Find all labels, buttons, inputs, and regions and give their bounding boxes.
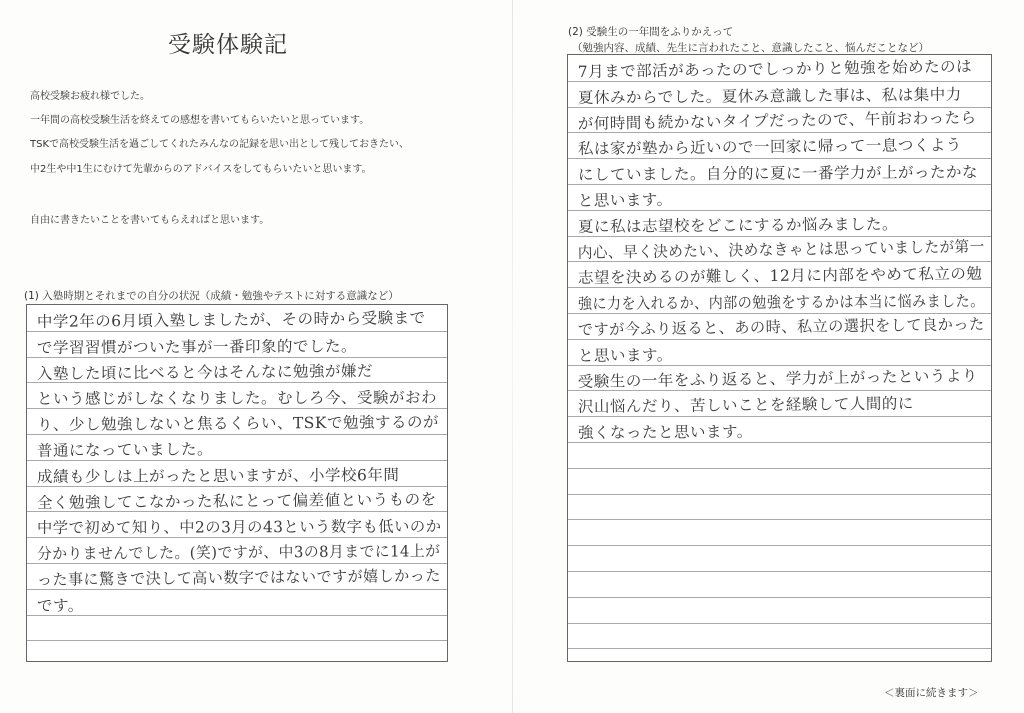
ruled-line — [568, 468, 991, 469]
page-title: 受験体験記 — [168, 32, 288, 58]
handwritten-line: 志望を決めるのが難しく、12月に内部をやめて私立の勉 — [577, 265, 983, 288]
handwritten-line: が何時間も続かないタイプだったので、午前おわったら — [577, 108, 977, 133]
handwritten-line: 7月まで部活があったのでしっかりと勉強を始めたのは — [577, 57, 973, 82]
handwritten-line: 沢山悩んだり、苦しいことを経験して人間的に — [577, 394, 914, 417]
section1-heading: (1) 入塾時期とそれまでの自分の状況（成績・勉強やテストに対する意識など） — [24, 290, 399, 302]
handwritten-line: にしていました。自分的に夏に一番学力が上がったかな — [577, 163, 978, 185]
handwritten-line: と思います。 — [577, 190, 673, 211]
handwritten-line: 強くなったと思います。 — [577, 422, 753, 443]
ruled-line — [568, 648, 991, 649]
handwritten-line: った事に驚きで決して高い数字ではないですが嬉しかった — [36, 566, 441, 590]
handwritten-line: 分かりませんでした。(笑)ですが、中3の8月までに14上が — [36, 542, 441, 564]
ruled-line — [27, 640, 447, 641]
handwritten-line: という感じがしなくなりました。むしろ今、受験がおわ — [36, 388, 438, 409]
handwritten-line: り、少し勉強しないと焦るくらい、TSKで勉強するのが — [36, 413, 440, 435]
ruled-line — [568, 519, 991, 520]
ruled-line — [27, 615, 447, 616]
ruled-line — [568, 545, 991, 546]
handwritten-line: 強に力を入れるか、内部の勉強をするかは本当に悩みました。 — [577, 292, 985, 314]
section2-writing-box — [567, 54, 992, 662]
ruled-line — [568, 597, 991, 598]
handwritten-line: ですが今ふり返ると、あの時、私立の選択をして良かった — [577, 315, 985, 340]
intro-line: TSKで高校受験生活を過ごしてくれたみんなの記録を思い出として残しておきたい、 — [30, 139, 410, 150]
section2-heading: (2) 受験生の一年間をふりかえって — [568, 26, 734, 38]
handwritten-line: 内心、早く決めたい、決めなきゃとは思っていましたが第一 — [577, 237, 985, 262]
handwritten-line: 中学で初めて知り、中2の3月の43という数字も低いのか — [36, 517, 442, 538]
handwritten-line: 夏に私は志望校をどこにするか悩みました。 — [577, 215, 898, 236]
intro-line: 一年間の高校受験生活を終えての感想を書いてもらいたいと思っています。 — [30, 115, 370, 126]
handwritten-line: で学習習慣がついた事が一番印象的でした。 — [36, 337, 358, 357]
handwritten-line: と思います。 — [577, 345, 673, 365]
page-fold — [512, 0, 513, 713]
intro-line: 中2生や中1生にむけて先輩からのアドバイスをしてもらいたいと思います。 — [30, 164, 372, 175]
ruled-line — [568, 494, 991, 495]
ruled-line — [568, 571, 991, 572]
handwritten-line: 私は家が塾から近いので一回家に帰って一息つくよう — [577, 136, 962, 159]
section2-subheading: （勉強内容、成績、先生に言われたこと、意識したこと、悩んだことなど） — [572, 42, 929, 54]
handwritten-line: 夏休みからでした。夏休み意識した事は、私は集中力 — [577, 85, 962, 107]
continued-on-back-note: ＜裏面に続きます＞ — [884, 687, 979, 699]
intro-line: 高校受験お疲れ様でした。 — [30, 91, 150, 102]
handwritten-line: 受験生の一年をふり返ると、学力が上がったというより — [577, 366, 978, 391]
handwritten-line: です。 — [36, 596, 84, 615]
handwritten-line: 成績も少しは上がったと思いますが、小学校6年間 — [36, 465, 400, 486]
handwritten-line: 普通になっていました。 — [36, 440, 213, 461]
ruled-line — [568, 623, 991, 624]
intro-line: 自由に書きたいことを書いてもらえればと思います。 — [30, 215, 270, 226]
handwritten-line: 入塾した頃に比べると今はそんなに勉強が嫌だ — [36, 361, 373, 383]
handwritten-line: 中学2年の6月頃入塾しましたが、その時から受験まで — [36, 308, 426, 332]
section1-writing-box — [26, 304, 448, 662]
handwritten-line: 全く勉強してこなかった私にとって偏差値というものを — [36, 490, 437, 512]
